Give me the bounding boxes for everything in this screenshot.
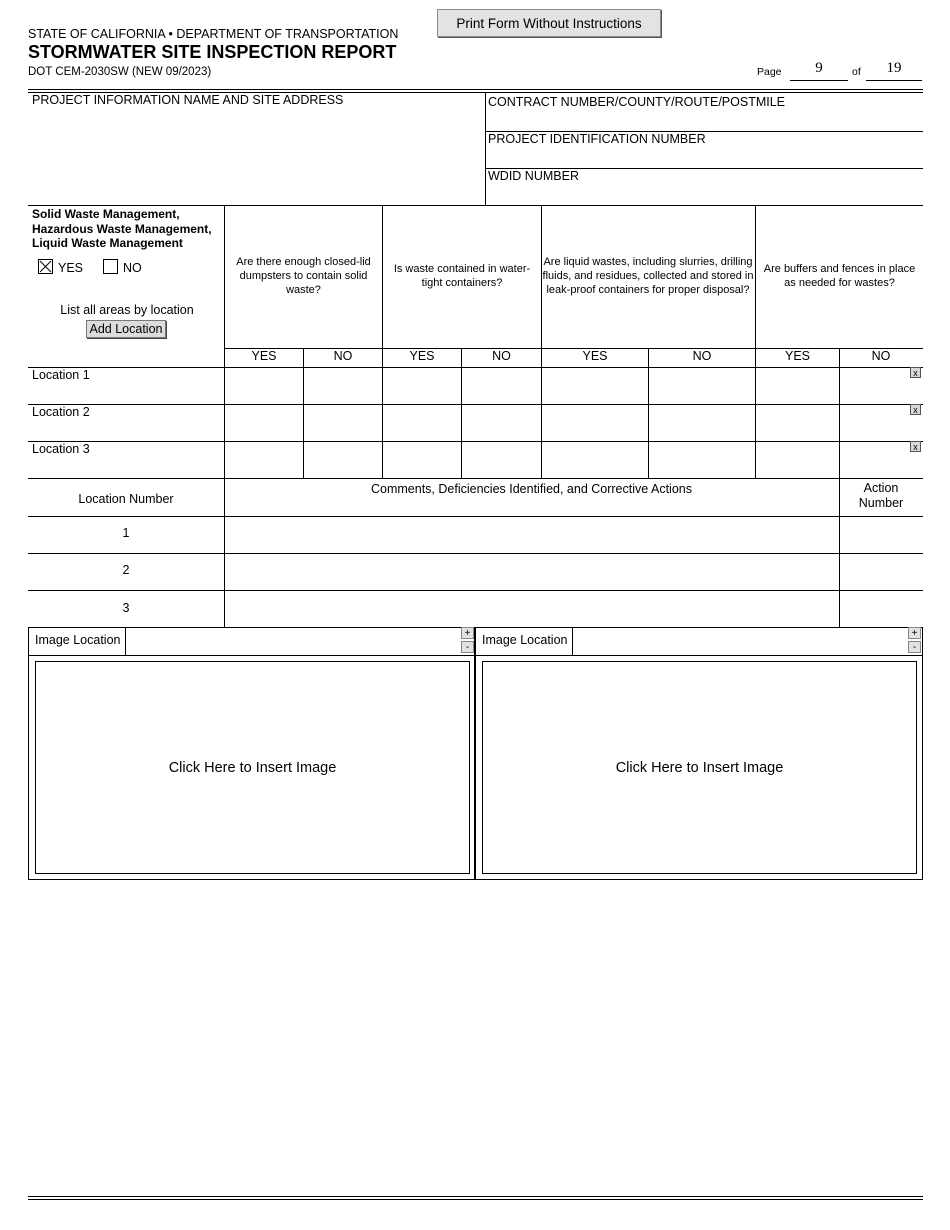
- page-number-field[interactable]: 9: [790, 60, 848, 81]
- contract-number-field[interactable]: [487, 110, 921, 130]
- checkmark-x-icon: [39, 260, 52, 273]
- image-1-plus-button[interactable]: +: [461, 627, 474, 639]
- question-4: Are buffers and fences in place as needed for wastes?: [763, 263, 916, 289]
- bottom-rule-2: [28, 1199, 923, 1200]
- comment-rule: [28, 516, 923, 517]
- q2-no-header: NO: [492, 349, 511, 363]
- comment-rule: [28, 553, 923, 554]
- action-header-line2: Number: [858, 496, 904, 510]
- location-3-label: Location 3: [32, 442, 90, 456]
- image-2-plus-button[interactable]: +: [908, 627, 921, 639]
- project-divider: [485, 92, 486, 205]
- comment-row-2-number: 2: [122, 563, 130, 577]
- category-title-line1: Solid Waste Management,: [32, 207, 180, 221]
- category-title: [32, 207, 212, 251]
- comment-row-3-number: 3: [122, 601, 130, 615]
- page-label: Page: [757, 66, 782, 78]
- project-id-label: PROJECT IDENTIFICATION NUMBER: [488, 132, 706, 146]
- remove-location-1-button[interactable]: x: [910, 367, 921, 378]
- col-divider: [755, 205, 756, 479]
- location-number-header: Location Number: [78, 492, 174, 506]
- action-number-header: [839, 481, 923, 511]
- image-2-minus-button[interactable]: -: [908, 641, 921, 653]
- of-label: of: [852, 66, 861, 78]
- insert-image-1-button[interactable]: Click Here to Insert Image: [35, 661, 470, 874]
- contract-number-label: CONTRACT NUMBER/COUNTY/ROUTE/POSTMILE: [488, 95, 786, 109]
- col-divider: [224, 205, 225, 628]
- category-title-line2: Hazardous Waste Management,: [32, 221, 212, 236]
- image-location-divider: [125, 627, 126, 655]
- row-rule: [28, 478, 923, 479]
- print-form-button[interactable]: Print Form Without Instructions: [437, 9, 661, 37]
- q2-yes-header: YES: [409, 349, 435, 363]
- q1-yes-header: YES: [251, 349, 277, 363]
- action-header-line1: Action: [863, 481, 899, 495]
- comment-row-1-number: 1: [122, 526, 130, 540]
- comments-header: Comments, Deficiencies Identified, and Corrective Actions: [371, 482, 692, 496]
- total-pages-field[interactable]: 19: [866, 60, 922, 81]
- q4-yes-header: YES: [784, 349, 810, 363]
- col-divider: [382, 205, 383, 479]
- q1-no-header: NO: [333, 349, 353, 363]
- image-location-1-field[interactable]: [127, 629, 457, 653]
- category-title-line3: Liquid Waste Management: [32, 236, 183, 250]
- insert-image-2-button[interactable]: Click Here to Insert Image: [482, 661, 917, 874]
- remove-location-3-button[interactable]: x: [910, 441, 921, 452]
- section-rule: [28, 205, 923, 206]
- q4-no-header: NO: [871, 349, 891, 363]
- list-locations-label: List all areas by location: [60, 303, 194, 317]
- add-location-button[interactable]: Add Location: [86, 320, 166, 338]
- row-rule: [28, 404, 923, 405]
- location-2-label: Location 2: [32, 405, 90, 419]
- project-id-field[interactable]: [487, 147, 921, 167]
- form-number: DOT CEM-2030SW (NEW 09/2023): [28, 66, 212, 78]
- q3-yes-header: YES: [582, 349, 608, 363]
- image-1-minus-button[interactable]: -: [461, 641, 474, 653]
- question-2: Is waste contained in water-tight containers?: [393, 263, 531, 289]
- image-location-rule: [28, 655, 923, 656]
- remove-location-2-button[interactable]: x: [910, 404, 921, 415]
- row-rule: [28, 441, 923, 442]
- q3-no-header: NO: [692, 349, 712, 363]
- image-location-2-label: Image Location: [482, 633, 568, 647]
- comment-rule: [28, 590, 923, 591]
- no-checkbox[interactable]: [103, 259, 118, 274]
- yes-checkbox[interactable]: [38, 259, 53, 274]
- no-label: NO: [123, 261, 142, 275]
- image-location-divider: [572, 627, 573, 655]
- form-title: STORMWATER SITE INSPECTION REPORT: [28, 42, 397, 62]
- bottom-rule: [28, 1196, 923, 1197]
- wdid-field[interactable]: [487, 184, 921, 204]
- question-1: Are there enough closed-lid dumpsters to contain solid waste?: [236, 256, 371, 296]
- location-1-label: Location 1: [32, 368, 90, 382]
- project-info-label: PROJECT INFORMATION NAME AND SITE ADDRESS: [32, 93, 344, 107]
- row-rule: [28, 367, 923, 368]
- top-rule: [28, 89, 923, 90]
- question-3: Are liquid wastes, including slurries, drilling fluids, and residues, collected and stored in leak-proof containers for proper disposal?: [542, 256, 754, 296]
- project-info-field[interactable]: [30, 110, 482, 204]
- agency-name: STATE OF CALIFORNIA • DEPARTMENT OF TRANSPORTATION: [28, 27, 399, 41]
- yes-label: YES: [58, 261, 84, 275]
- image-location-1-label: Image Location: [35, 633, 121, 647]
- image-location-2-field[interactable]: [574, 629, 904, 653]
- wdid-label: WDID NUMBER: [488, 169, 579, 183]
